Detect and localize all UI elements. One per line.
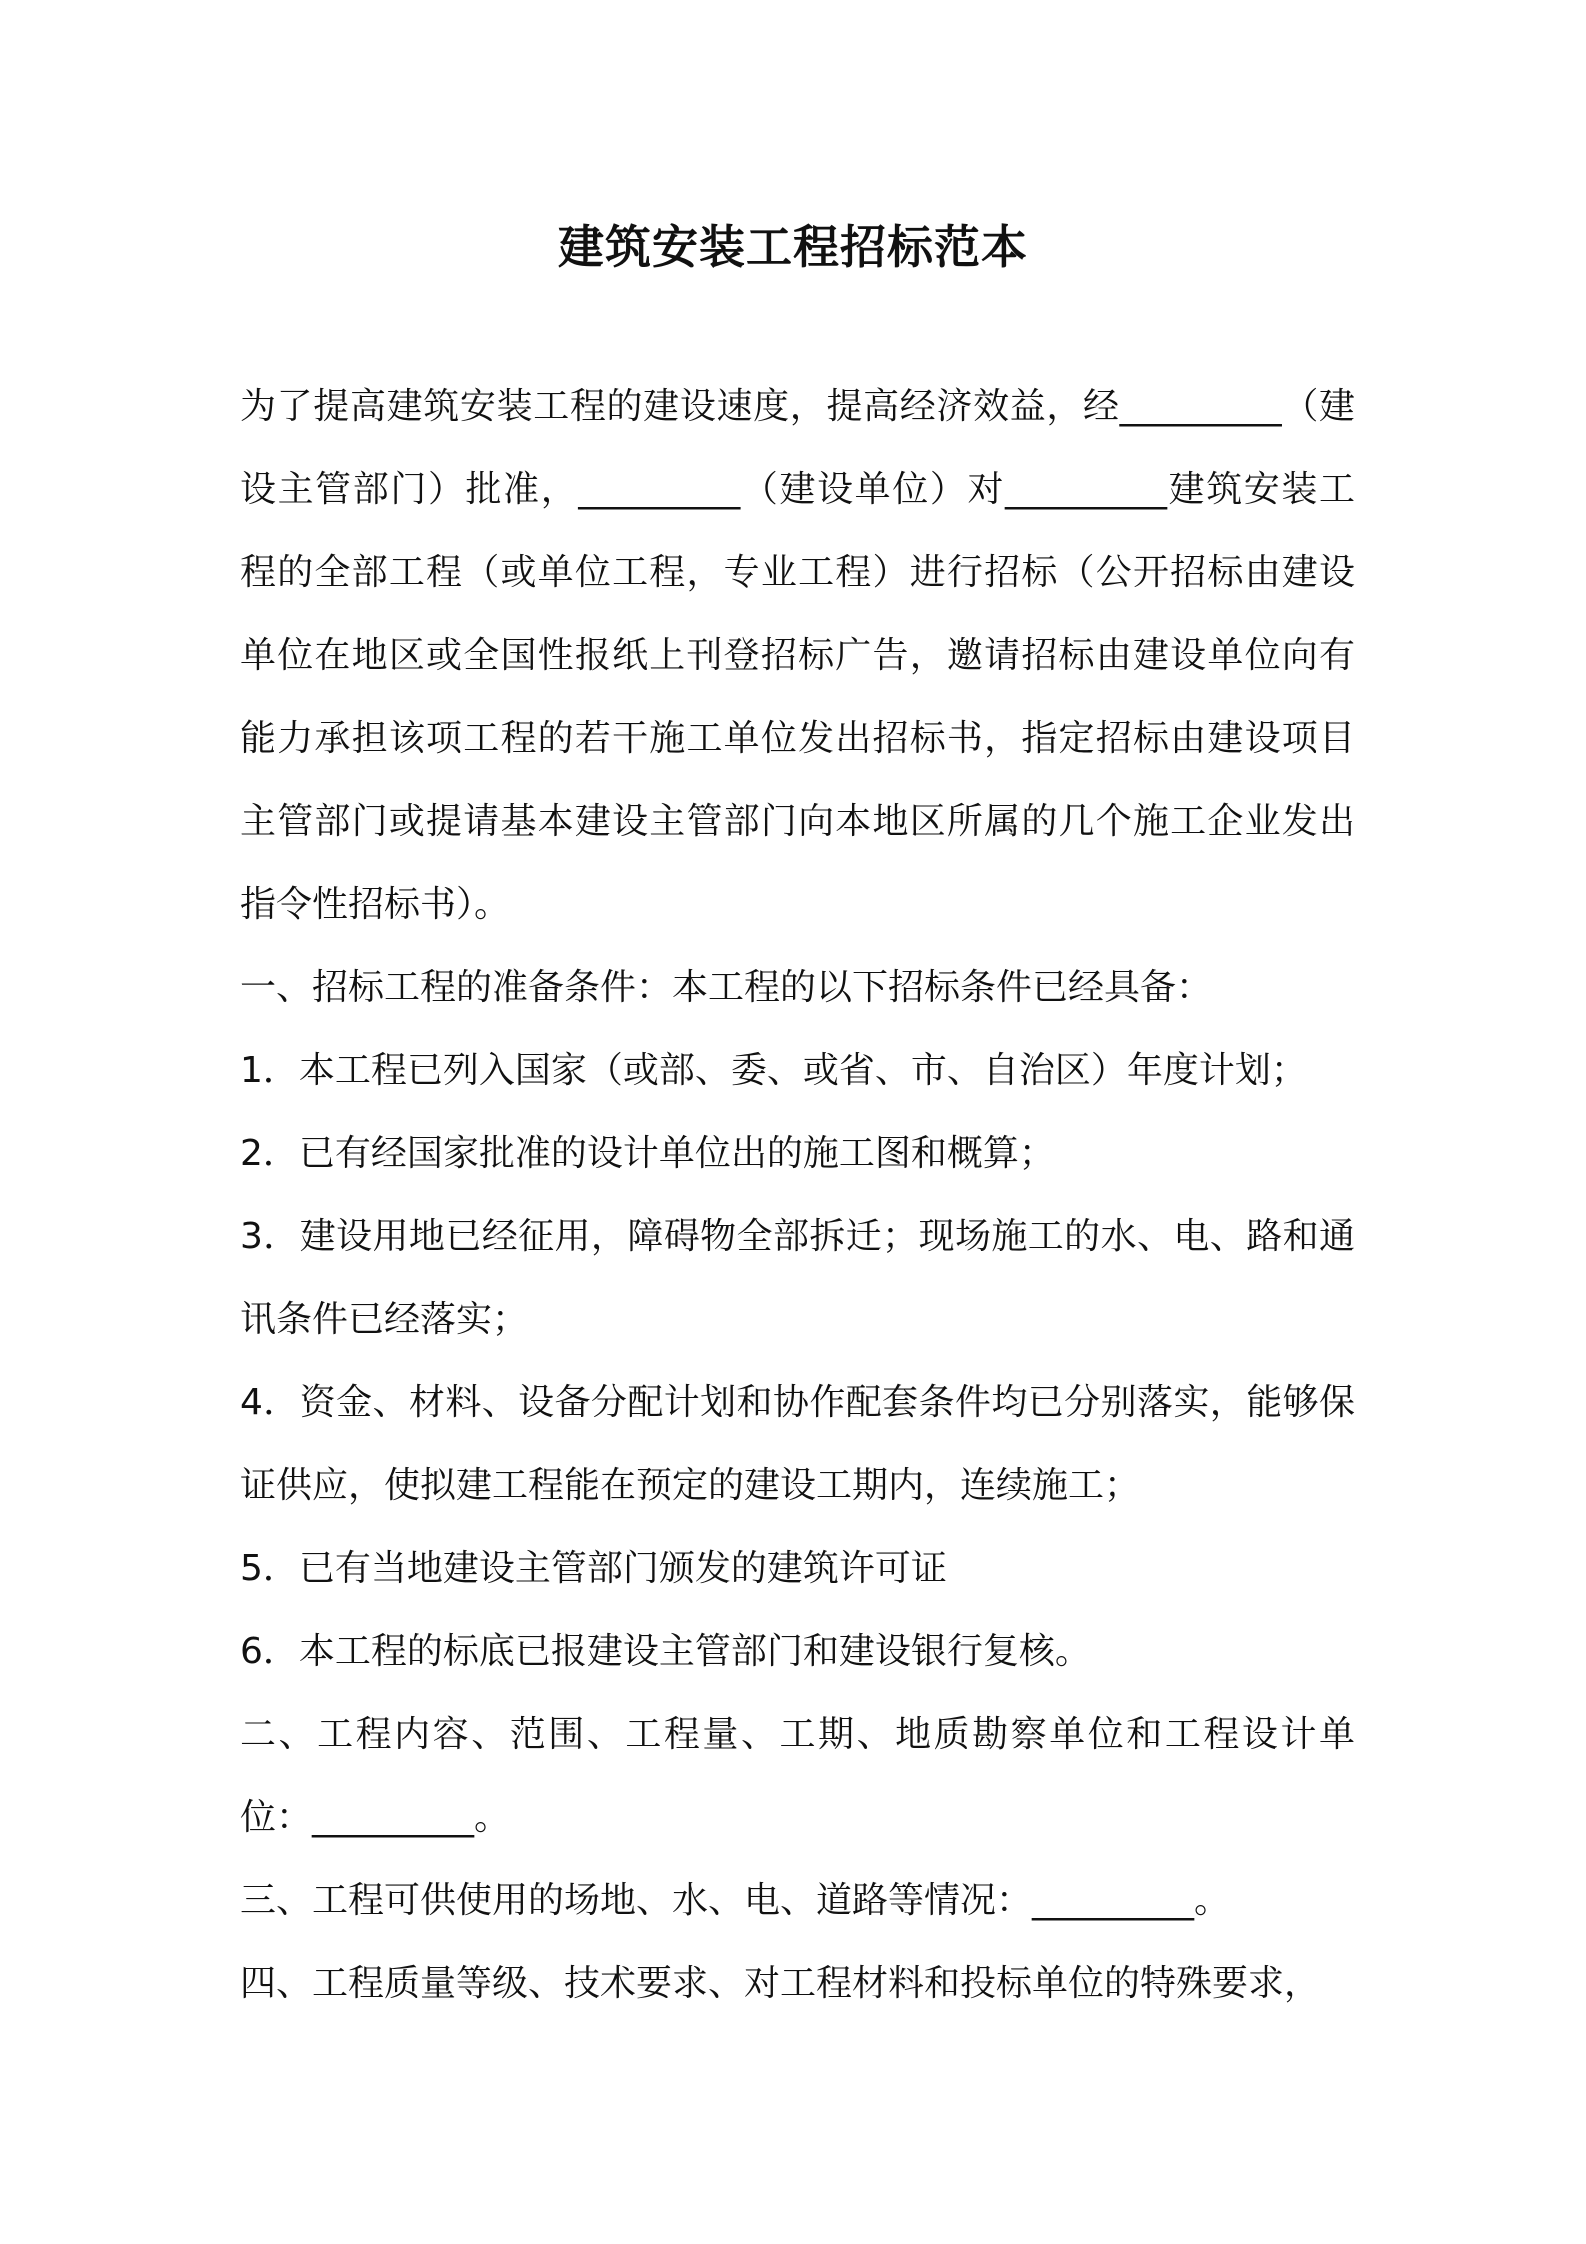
document-body bbox=[240, 365, 1355, 2025]
intro-paragraph: 为了提高建筑安装工程的建设速度，提高经济效益，经_________（建设主管部门）批准，_________（建设单位）对_________建筑安装工程的全部工程（或单位工程，专业工程）进行招标（公开招标由建设单位在地区或全国性报纸上刊登招标广告，邀请招标由建设单位向有能力承担该项工程的若干施工单位发出招标书，指定招标由建设项目主管部门或提请基本建设主管部门向本地区所属的几个施工企业发出指令性招标书）。 bbox=[240, 386, 1355, 925]
section-3-paragraph: 三、工程可供使用的场地、水、电、道路等情况：_________。 bbox=[240, 1880, 1231, 1921]
condition-item-2: 2．已有经国家批准的设计单位出的施工图和概算； bbox=[240, 1133, 1055, 1174]
condition-item-5: 5．已有当地建设主管部门颁发的建筑许可证 bbox=[240, 1548, 947, 1589]
condition-item-6: 6．本工程的标底已报建设主管部门和建设银行复核。 bbox=[240, 1631, 1091, 1672]
section-1-heading: 一、招标工程的准备条件：本工程的以下招标条件已经具备： bbox=[240, 967, 1213, 1008]
condition-item-3: 3．建设用地已经征用，障碍物全部拆迁；现场施工的水、电、路和通讯条件已经落实； bbox=[240, 1216, 1355, 1340]
section-2-paragraph: 二、工程内容、范围、工程量、工期、地质勘察单位和工程设计单位：_________。 bbox=[240, 1714, 1355, 1838]
section-4-paragraph: 四、工程质量等级、技术要求、对工程材料和投标单位的特殊要求， bbox=[240, 1963, 1321, 2004]
condition-item-1: 1．本工程已列入国家（或部、委、或省、市、自治区）年度计划； bbox=[240, 1050, 1307, 1091]
condition-item-4: 4．资金、材料、设备分配计划和协作配套条件均已分别落实，能够保证供应，使拟建工程能在预定的建设工期内，连续施工； bbox=[240, 1382, 1355, 1506]
document-title: 建筑安装工程招标范本 bbox=[558, 220, 1028, 274]
